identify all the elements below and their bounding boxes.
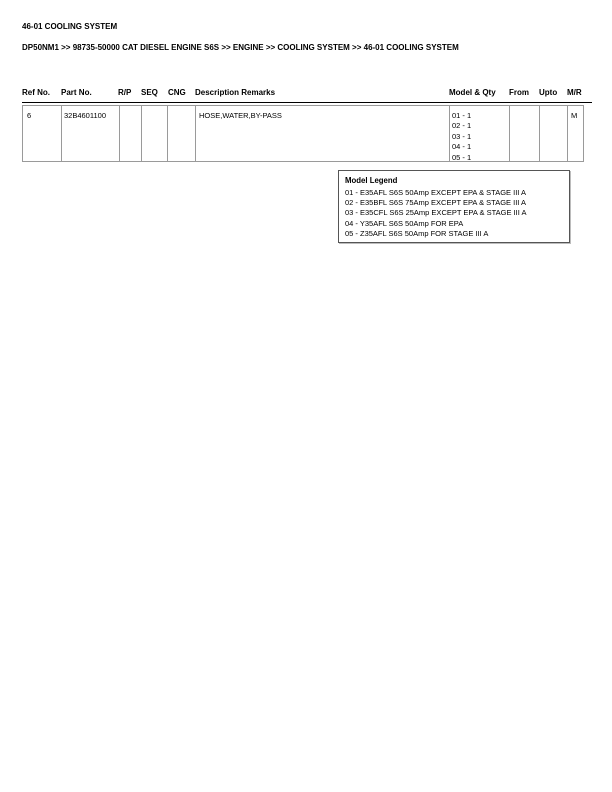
header-description: Description Remarks xyxy=(195,88,276,97)
header-ref-no: Ref No. xyxy=(22,88,50,97)
column-divider xyxy=(567,106,568,161)
header-rp: R/P xyxy=(118,88,132,97)
table-row xyxy=(22,105,584,162)
cell-mr: M xyxy=(571,111,578,120)
header-from: From xyxy=(509,88,529,97)
legend-item: 01 - E35AFL S6S 50Amp EXCEPT EPA & STAGE III A xyxy=(345,188,527,197)
header-seq: SEQ xyxy=(141,88,158,97)
column-divider xyxy=(141,106,142,161)
header-cng: CNG xyxy=(168,88,186,97)
cell-part-no: 32B4601100 xyxy=(64,111,106,120)
cell-ref-no: 6 xyxy=(27,111,32,120)
model-qty-item: 05 - 1 xyxy=(452,152,472,162)
column-divider xyxy=(167,106,168,161)
model-qty-list xyxy=(452,111,471,163)
legend-list xyxy=(345,188,526,239)
column-divider xyxy=(61,106,62,161)
breadcrumb: DP50NM1 >> 98735-50000 CAT DIESEL ENGINE S6S >> ENGINE >> COOLING SYSTEM >> 46-01 COOLING SYSTEM xyxy=(22,43,459,52)
header-upto: Upto xyxy=(539,88,558,97)
model-qty-item: 04 - 1 xyxy=(452,142,472,152)
header-part-no: Part No. xyxy=(61,88,92,97)
column-divider xyxy=(195,106,196,161)
model-legend xyxy=(338,170,570,243)
legend-item: 04 - Y35AFL S6S 50Amp FOR EPA xyxy=(345,218,464,228)
legend-item: 05 - Z35AFL S6S 50Amp FOR STAGE III A xyxy=(345,228,489,238)
model-qty-item: 03 - 1 xyxy=(452,131,472,141)
model-qty-item: 01 - 1 xyxy=(452,111,472,120)
legend-item: 02 - E35BFL S6S 75Amp EXCEPT EPA & STAGE III A xyxy=(345,198,527,208)
header-model-qty: Model & Qty xyxy=(449,88,496,97)
column-divider xyxy=(119,106,120,161)
table-header xyxy=(22,88,588,101)
column-divider xyxy=(509,106,510,161)
header-mr: M/R xyxy=(567,88,582,97)
page-title: 46-01 COOLING SYSTEM xyxy=(22,22,118,31)
header-divider xyxy=(22,102,592,103)
model-qty-item: 02 - 1 xyxy=(452,121,472,131)
column-divider xyxy=(539,106,540,161)
legend-item: 03 - E35CFL S6S 25Amp EXCEPT EPA & STAGE III A xyxy=(345,208,527,218)
cell-description: HOSE,WATER,BY-PASS xyxy=(199,111,282,120)
legend-title: Model Legend xyxy=(345,176,398,185)
column-divider xyxy=(449,106,450,161)
